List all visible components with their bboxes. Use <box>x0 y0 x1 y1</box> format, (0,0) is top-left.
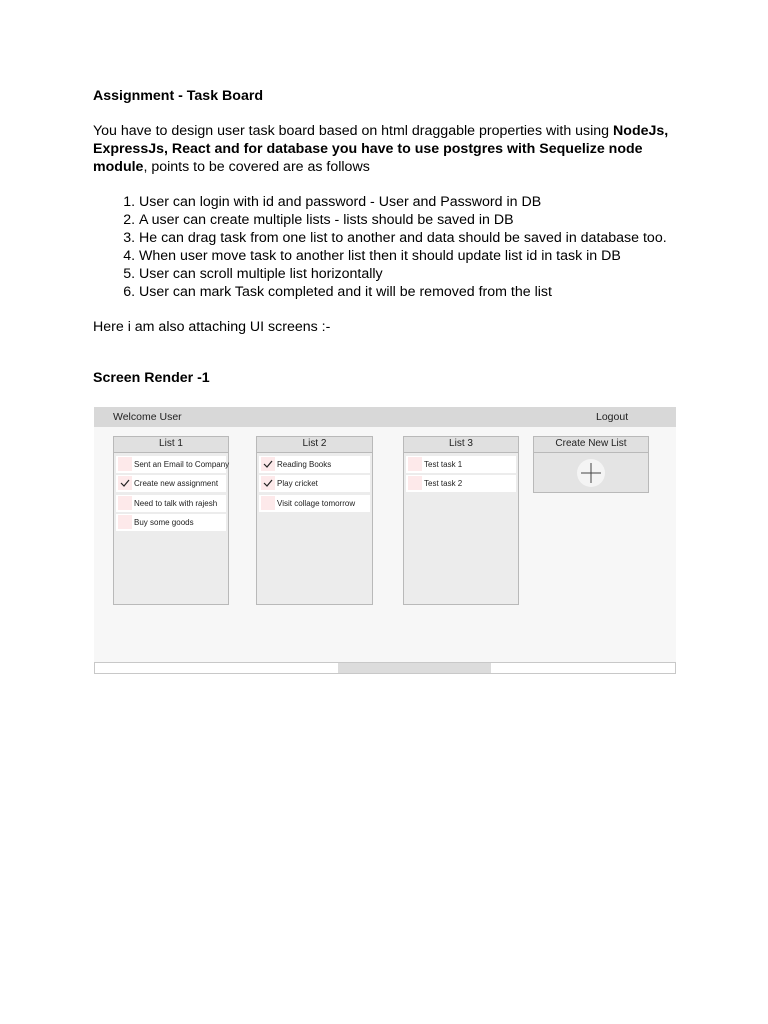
add-list-button[interactable] <box>577 459 605 487</box>
task-list-3[interactable] <box>403 436 519 605</box>
task-checkbox[interactable] <box>261 457 275 471</box>
create-list-title: Create New List <box>534 437 648 453</box>
requirements-list <box>93 193 683 301</box>
requirement-item: 1. User can login with id and password - User and Password in DB <box>139 193 683 211</box>
intro-text-end: , points to be covered are as follows <box>143 159 370 175</box>
task-card[interactable] <box>259 495 370 512</box>
assignment-document <box>93 87 683 336</box>
task-card[interactable] <box>406 475 516 492</box>
intro-paragraph <box>93 122 683 176</box>
task-checkbox[interactable] <box>261 496 275 510</box>
checkmark-icon <box>120 478 130 488</box>
task-label: Buy some goods <box>134 518 194 527</box>
requirement-item: 2. A user can create multiple lists - lists should be saved in DB <box>139 211 683 229</box>
task-list-1[interactable] <box>113 436 229 605</box>
task-list-2[interactable] <box>256 436 373 605</box>
checkmark-icon <box>263 459 273 469</box>
task-label: Sent an Email to Company <box>134 460 230 469</box>
task-label: Test task 1 <box>424 460 463 469</box>
requirement-item: 5. User can scroll multiple list horizontally <box>139 265 683 283</box>
task-checkbox[interactable] <box>118 476 132 490</box>
requirement-item: 3. He can drag task from one list to another and data should be saved in database too. <box>139 229 683 247</box>
task-checkbox[interactable] <box>118 496 132 510</box>
task-label: Test task 2 <box>424 479 463 488</box>
intro-text: You have to design user task board based on html draggable properties with using <box>93 123 614 139</box>
list-title: List 3 <box>404 437 518 453</box>
list-title: List 1 <box>114 437 228 453</box>
screen-render-title: Screen Render -1 <box>93 370 210 386</box>
mockup-header <box>94 407 676 427</box>
requirement-item: 4. When user move task to another list then it should update list id in task in DB <box>139 247 683 265</box>
attach-note: Here i am also attaching UI screens :- <box>93 319 331 335</box>
task-label: Visit collage tomorrow <box>277 499 356 508</box>
task-card[interactable] <box>116 475 226 492</box>
checkmark-icon <box>263 478 273 488</box>
task-card[interactable] <box>259 475 370 492</box>
horizontal-scrollbar[interactable] <box>94 662 676 674</box>
task-card[interactable] <box>406 456 516 473</box>
logout-button[interactable]: Logout <box>596 411 629 423</box>
task-card[interactable] <box>116 514 226 531</box>
list-title: List 2 <box>257 437 372 453</box>
task-checkbox[interactable] <box>408 476 422 490</box>
task-label: Create new assignment <box>134 479 219 488</box>
task-card[interactable] <box>116 495 226 512</box>
create-new-list-panel[interactable] <box>533 436 649 493</box>
task-card[interactable] <box>116 456 230 473</box>
requirement-item: 6. User can mark Task completed and it will be removed from the list <box>139 283 683 301</box>
task-label: Need to talk with rajesh <box>134 499 218 508</box>
task-checkbox[interactable] <box>118 515 132 529</box>
document-title: Assignment - Task Board <box>93 88 264 104</box>
welcome-text: Welcome User <box>113 411 182 423</box>
task-board-mockup <box>94 407 676 674</box>
task-card[interactable] <box>259 456 370 473</box>
task-label: Reading Books <box>277 460 332 469</box>
task-checkbox[interactable] <box>118 457 132 471</box>
scrollbar-thumb[interactable] <box>338 663 491 673</box>
task-checkbox[interactable] <box>408 457 422 471</box>
plus-icon <box>581 463 601 483</box>
intro-tech-stack: NodeJs, ExpressJs, React and for database you have to use postgres with Sequelize node module <box>93 123 669 175</box>
task-label: Play cricket <box>277 479 318 488</box>
task-checkbox[interactable] <box>261 476 275 490</box>
